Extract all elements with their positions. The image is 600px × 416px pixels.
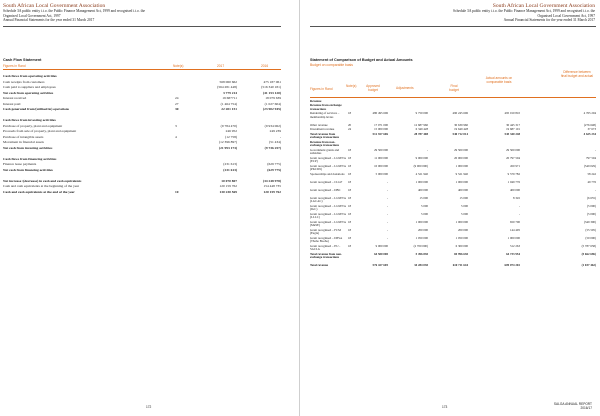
cash-flow-row: [3, 129, 281, 134]
row-label: Grant recognised – DBC: [310, 187, 341, 192]
col-actual-amounts: Actual amounts on comparable basis: [485, 76, 513, 84]
row-label: Total revenue from exchange transactions: [310, 131, 340, 140]
row-label: Cash generated from/(utilised in) operations: [3, 107, 70, 111]
row-note: 18: [348, 111, 352, 116]
right-header: [453, 3, 595, 22]
row-adjustments: 5 000: [421, 211, 428, 216]
row-label: Cash flows from financing activities: [3, 156, 57, 161]
row-final-budget: 15 000: [459, 195, 468, 200]
row-2017: (231 613): [223, 162, 237, 166]
right-org-name: South African Local Government Association: [492, 3, 595, 9]
row-label: Grant recognised – LGSETA (LLLC): [310, 211, 346, 220]
row-note: 18: [348, 219, 352, 224]
row-2016: 120 159 762: [263, 189, 281, 194]
row-adjustments: 34 284 030: [414, 263, 428, 268]
budget-statement-subtitle: Budget on comparable basis: [310, 63, 353, 67]
row-2016: -: [279, 134, 281, 139]
row-2016: 18 079 639: [265, 96, 281, 100]
row-note: 18: [348, 235, 352, 240]
row-label: Other revenue: [310, 123, 328, 127]
cash-flow-row: [3, 157, 281, 162]
row-label: Net increase /(decrease) in cash and cash equivalents: [3, 178, 82, 183]
row-adjustments: 15 000: [419, 195, 428, 200]
row-difference: (1 037 462): [581, 263, 596, 268]
row-adjustments: 4 521 940: [415, 171, 428, 176]
row-adjustments: 5 496 830: [415, 251, 428, 256]
row-2016: (41 153 120): [262, 90, 281, 95]
row-actual-amounts: 450 971: [509, 163, 520, 168]
row-final-budget: 200 000: [457, 227, 468, 232]
row-adjustments: -: [426, 147, 428, 152]
col-2016: 2016: [261, 64, 269, 68]
row-2017: 568 060 662: [219, 79, 237, 84]
row-2017: 130 230 569: [219, 189, 237, 194]
row-note: 18: [348, 203, 352, 208]
row-approved-budget: 29 500 000: [374, 147, 388, 152]
row-label: Net cash from investing activities: [3, 145, 53, 150]
row-2017: 19 687711: [222, 96, 237, 100]
row-difference: 797 504: [585, 155, 596, 160]
row-2017: (1 464 754): [220, 101, 237, 106]
row-label: Total revenue: [310, 263, 328, 268]
row-approved-budget: 480 495 606: [372, 111, 388, 116]
row-label: Grant recognised – FCM (Eagle): [310, 227, 341, 236]
row-final-budget: 19 649 428: [454, 127, 468, 132]
row-approved-budget: -: [386, 211, 388, 216]
row-note: 3: [175, 123, 177, 128]
cash-flow-row: [3, 96, 281, 101]
cash-flow-row: [3, 91, 281, 96]
row-actual-amounts: 9 579 782: [507, 171, 520, 176]
row-final-budget: 610 711 644: [452, 263, 468, 268]
cash-flow-row: [3, 190, 281, 195]
row-final-budget: 5 000: [461, 203, 468, 208]
footer-brand: SALGA ANNUAL REPORT: [553, 402, 592, 406]
col-notes: Note(s): [346, 84, 357, 88]
row-label: Movement in financial assets: [3, 140, 44, 144]
cash-flow-row: [3, 151, 281, 156]
row-final-budget: 6 300 000: [455, 243, 468, 248]
row-label: Cash paid to suppliers and employees: [3, 85, 56, 89]
row-approved-budget: -: [386, 203, 388, 208]
row-note: 20: [348, 123, 352, 127]
cash-flow-row: [3, 173, 281, 178]
row-label: Cash receipts from customers: [3, 79, 45, 84]
row-difference: (549 029): [583, 163, 596, 168]
row-final-budget: 400 000: [457, 187, 468, 192]
row-actual-amounts: 545 340 248: [504, 131, 520, 136]
row-adjustments: 6 349 428: [415, 127, 428, 132]
row-difference: (5 787 658): [581, 243, 596, 248]
row-label: Grant recognised – LGSETA (IGC): [310, 203, 346, 212]
row-2016: (516 340 181): [261, 85, 281, 89]
cash-flow-row: [3, 74, 281, 79]
row-label: Interest paid: [3, 101, 21, 106]
row-approved-budget: 11 000 000: [374, 155, 388, 160]
row-actual-amounts: 650 700: [509, 219, 520, 224]
row-approved-budget: 512 927 606: [372, 131, 388, 136]
row-label: Interest received: [3, 96, 27, 100]
row-difference: 37 673: [587, 127, 596, 132]
row-final-budget: 30 639 960: [454, 123, 468, 127]
row-2017: 246 952: [225, 129, 237, 133]
right-page-number: 173: [442, 405, 448, 409]
row-note: 30: [175, 107, 179, 111]
row-final-budget: 9 521 940: [455, 171, 468, 176]
row-actual-amounts: 495 010 810: [504, 111, 520, 116]
row-final-budget: 490 245 606: [452, 111, 468, 116]
row-final-budget: 69 996 630: [454, 251, 468, 256]
cash-flow-row: [3, 80, 281, 85]
row-adjustments: (9 000 000): [413, 163, 428, 168]
row-2016: 154 448 735: [263, 184, 281, 188]
row-actual-amounts: 8 345: [513, 195, 520, 200]
footer-year: 2016/17: [580, 406, 592, 410]
row-note: 18: [348, 243, 352, 248]
row-label: Grant recognised – LGSETA (PKCD9): [310, 163, 346, 172]
row-2016: (629 775): [267, 167, 281, 172]
cash-flow-row: [3, 107, 281, 112]
left-header-line-2: Organised Local Government Act, 1997: [3, 13, 61, 18]
row-note: 18: [348, 187, 352, 192]
cash-flow-row: [3, 140, 281, 145]
row-difference: (5 000): [586, 203, 596, 208]
row-label: Grant recognised – CLGF: [310, 179, 343, 184]
report-footer: [554, 402, 592, 410]
row-note: 10: [175, 189, 179, 194]
row-adjustments: 9 000 000: [415, 155, 428, 160]
row-actual-amounts: 400 000: [509, 187, 520, 192]
row-difference: 4 625 234: [583, 131, 596, 136]
row-label: Cash flows from investing activities: [3, 118, 56, 122]
cash-flow-title: Cash Flow Statement: [3, 58, 42, 62]
row-label: Finance lease payments: [3, 162, 37, 166]
row-actual-amounts: 1 049 776: [507, 179, 520, 184]
right-header-line-1: Schedule 3A public entity i.t.o. the Public Finance Management Act, 1999 and recognised i.t.o. the: [452, 9, 595, 14]
right-header-line-2: Organised Local Government Act, 1997: [537, 13, 595, 18]
row-difference: 4 765 204: [583, 111, 596, 116]
col-final-budget: Final budget: [449, 84, 459, 92]
row-actual-amounts: 29 500 000: [506, 147, 520, 152]
row-2017: (12 396 897): [218, 140, 237, 144]
row-difference: (276 648): [583, 123, 596, 127]
row-label: Grant recognised – EU - SGCLG: [310, 243, 341, 252]
row-difference: (50 000): [585, 235, 596, 240]
col-approved-budget: Approved budget: [366, 84, 380, 92]
col-difference: Difference between final budget and actual: [560, 70, 594, 78]
row-label: Cash and cash equivalents at the beginning of the year: [3, 184, 80, 188]
row-2017: 120 159 762: [219, 184, 237, 188]
row-actual-amounts: 19 687 101: [506, 127, 520, 132]
row-label: Rendering of services – membership levies: [310, 111, 340, 119]
row-note: 18: [348, 171, 352, 176]
row-adjustments: 200 000: [417, 227, 428, 232]
row-2017: (231 613): [223, 167, 237, 172]
left-header: [3, 3, 145, 22]
row-2017: 10 070 807: [221, 178, 237, 183]
cash-flow-row: [3, 179, 281, 184]
row-label: Grant recognised – LGSETA (LGCAC): [310, 195, 346, 204]
row-difference: (55 505): [585, 227, 596, 232]
row-difference: 58 242: [587, 171, 596, 176]
row-approved-budget: -: [386, 235, 388, 240]
cash-flow-row: [3, 85, 281, 90]
row-actual-amounts: -: [518, 211, 520, 216]
row-difference: -: [594, 187, 596, 192]
right-header-line-3: Annual Financial Statements for the year ended 31 March 2017: [503, 18, 595, 23]
cash-flow-row: [3, 168, 281, 173]
left-header-underline: [3, 69, 281, 70]
row-note: 4: [175, 134, 177, 139]
row-label: Revenue from exchange transactions: [310, 103, 342, 111]
col-adjustments: Adjustments: [396, 86, 414, 90]
right-header-rule: [310, 26, 596, 27]
row-2017: (21 993 173): [218, 145, 237, 150]
row-note: 18: [348, 211, 352, 216]
row-label: Net cash from financing activities: [3, 167, 53, 172]
row-adjustments: 9 750 000: [415, 111, 428, 116]
row-final-budget: 1 000 000: [455, 219, 468, 224]
row-approved-budget: 5 000 000: [375, 171, 388, 176]
cash-flow-row: [3, 146, 281, 151]
row-adjustments: 1 000 000: [415, 219, 428, 224]
row-approved-budget: -: [386, 187, 388, 192]
col-figures-in-rand: Figures in Rand: [310, 87, 333, 91]
row-label: Cash flows from operating activities: [3, 74, 57, 78]
row-actual-amounts: 512 263: [509, 243, 520, 248]
row-difference: (5 662 696): [581, 251, 596, 256]
left-header-rule: [3, 26, 281, 27]
col-notes: Note(s): [173, 64, 184, 68]
row-approved-budget: 17 071 000: [374, 123, 388, 127]
row-label: Cash and cash equivalents at the end of the year: [3, 189, 75, 194]
row-label: Government grants and subsidies: [310, 147, 340, 156]
row-final-budget: 1 000 000: [455, 179, 468, 184]
row-label: Sponsorships and donations: [310, 171, 345, 176]
row-adjustments: (2 700 000): [413, 243, 428, 248]
row-label: Total revenue from non-exchange transactions: [310, 251, 342, 260]
row-2016: (51 434): [269, 140, 281, 144]
cash-flow-row: [3, 102, 281, 107]
row-2016: (9 934 062): [264, 123, 281, 128]
row-note: 18: [348, 163, 352, 168]
right-header-underline: [310, 97, 596, 98]
row-approved-budget: -: [386, 219, 388, 224]
right-page: [300, 0, 600, 416]
cash-flow-row: [3, 162, 281, 167]
row-note: 18: [348, 195, 352, 200]
row-label: Investment revenue: [310, 127, 335, 132]
row-adjustments: 12 687 960: [414, 123, 428, 127]
row-approved-budget: -: [386, 227, 388, 232]
left-header-line-3: Annual Financial Statements for the year ended 31 March 2017: [3, 18, 95, 23]
row-adjustments: 400 000: [417, 187, 428, 192]
col-2017: 2017: [217, 64, 225, 68]
row-label: Grant recognised – LGSETA (ECP): [310, 155, 346, 164]
row-final-budget: 540 712 014: [452, 131, 468, 136]
row-approved-budget: 15 000 000: [374, 127, 388, 132]
row-final-budget: 20 000 000: [454, 155, 468, 160]
row-adjustments: 28 787 408: [414, 131, 428, 136]
row-approved-budget: -: [386, 179, 388, 184]
row-2016: 249 239: [269, 129, 281, 133]
row-label: Purchase of property, plant and equipment: [3, 123, 63, 128]
right-column-headers: [310, 70, 596, 96]
row-actual-amounts: 30 445 317: [506, 123, 520, 127]
row-label: Revenue from non-exchange transactions: [310, 139, 340, 148]
row-2016: (629 775): [267, 162, 281, 166]
row-actual-amounts: 64 733 954: [506, 251, 520, 256]
row-final-budget: 5 000: [461, 211, 468, 216]
row-actual-amounts: -: [518, 203, 520, 208]
row-difference: -: [594, 147, 596, 152]
row-note: 24: [175, 96, 179, 100]
row-label: Grant recognised – LGSETA (MuSE): [310, 219, 346, 228]
row-label: Grant recognised – DPSA (Thabo Booha): [310, 235, 343, 244]
row-difference: (349 300): [583, 219, 596, 224]
row-approved-budget: 64 500 000: [374, 251, 388, 256]
cash-flow-row: [3, 113, 281, 118]
row-actual-amounts: 609 074 202: [504, 263, 520, 268]
row-final-budget: 29 500 000: [454, 147, 468, 152]
row-2017: 22 201 151: [221, 107, 237, 111]
cash-flow-row: [3, 184, 281, 189]
row-adjustments: 5 000: [421, 203, 428, 208]
row-2016: 475 187 061: [263, 79, 281, 84]
row-actual-amounts: 20 797 504: [506, 155, 520, 160]
row-adjustments: 1 050 000: [415, 235, 428, 240]
row-note: 24: [348, 127, 352, 132]
row-final-budget: 1 000 000: [455, 163, 468, 168]
row-2016: (23 902 945): [262, 107, 281, 111]
row-2017: (564 281 448): [217, 85, 237, 89]
cash-flow-row: [3, 118, 281, 123]
row-difference: (5 000): [586, 211, 596, 216]
row-adjustments: 1 000 000: [415, 179, 428, 184]
cash-flow-row: [3, 124, 281, 129]
row-2017: (12 758): [225, 134, 237, 139]
left-page-number: 172: [146, 405, 152, 409]
row-difference: (6 655): [586, 195, 596, 200]
row-difference: 49 776: [587, 179, 596, 184]
left-org-name: South African Local Government Association: [3, 3, 106, 9]
row-final-budget: 1 050 000: [455, 235, 468, 240]
row-note: 18: [348, 155, 352, 160]
left-header-line-1: Schedule 3A public entity i.t.o. the Public Finance Management Act, 1999 and recognised i.t.o. the: [3, 9, 146, 14]
col-figures-in-rand: Figures in Rand: [3, 64, 26, 68]
row-2017: 3 779 214: [223, 90, 237, 95]
row-2016: (34 248 978): [262, 178, 281, 183]
row-approved-budget: -: [386, 195, 388, 200]
row-label: Revenue: [310, 99, 322, 103]
row-label: Proceeds from sale of property, plant and equipment: [3, 129, 77, 133]
row-actual-amounts: 144 495: [509, 227, 520, 232]
row-label: Purchase of intangible assets: [3, 134, 44, 139]
row-2016: (9 736 257): [264, 145, 281, 150]
row-note: 27: [175, 101, 179, 106]
row-approved-budget: 9 000 000: [375, 243, 388, 248]
row-2017: (9 784 470): [220, 123, 237, 128]
row-note: 18: [348, 179, 352, 184]
row-2016: (1 027 604): [264, 101, 281, 106]
row-label: Net cash from operating activities: [3, 90, 54, 95]
row-note: 18: [348, 147, 352, 152]
row-note: 18: [348, 227, 352, 232]
row-actual-amounts: 1 000 000: [507, 235, 520, 240]
budget-statement-title: Statement of Comparison of Budget and Actual Amounts: [310, 58, 413, 62]
cash-flow-row: [3, 135, 281, 140]
row-approved-budget: 10 000 000: [374, 163, 388, 168]
row-approved-budget: 576 427 605: [372, 263, 388, 268]
